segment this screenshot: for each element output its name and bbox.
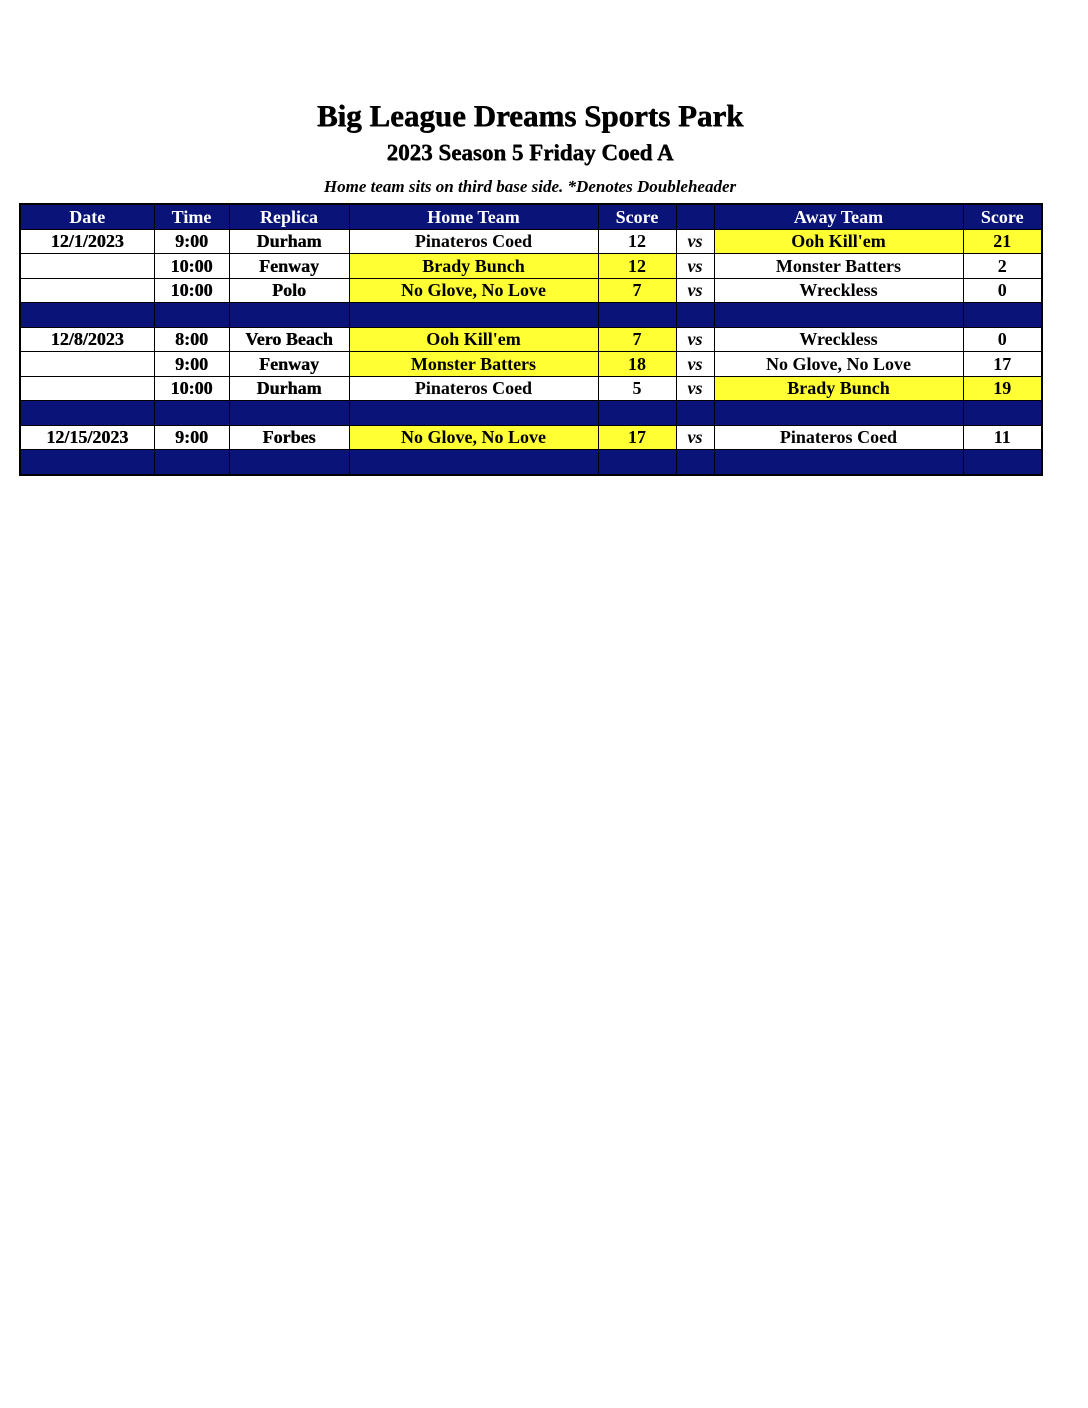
home-team-cell: No Glove, No Love	[349, 425, 598, 450]
schedule-note: Home team sits on third base side. *Denotes Doubleheader	[323, 177, 737, 196]
vs-cell: vs	[676, 254, 714, 279]
separator-cell	[20, 401, 154, 426]
separator-row	[20, 303, 1042, 328]
separator-cell	[598, 303, 676, 328]
replica-cell: Fenway	[229, 254, 349, 279]
separator-cell	[229, 450, 349, 475]
separator-row	[20, 450, 1042, 475]
replica-cell: Fenway	[229, 352, 349, 377]
away-score-cell: 19	[963, 376, 1042, 401]
away-score-cell: 11	[963, 425, 1042, 450]
date-cell: 12/1/2023	[20, 229, 154, 254]
separator-cell	[598, 450, 676, 475]
column-header-home-team: Home Team	[349, 204, 598, 229]
home-score-cell: 5	[598, 376, 676, 401]
date-cell: 12/15/2023	[20, 425, 154, 450]
away-team-cell: No Glove, No Love	[714, 352, 963, 377]
home-score-cell: 18	[598, 352, 676, 377]
time-cell: 9:00	[154, 352, 229, 377]
away-score-cell: 0	[963, 327, 1042, 352]
home-score-cell: 7	[598, 327, 676, 352]
replica-cell: Vero Beach	[229, 327, 349, 352]
header-row	[20, 204, 1042, 229]
column-header-home-score: Score	[598, 204, 676, 229]
vs-cell: vs	[676, 425, 714, 450]
time-cell: 10:00	[154, 376, 229, 401]
separator-cell	[20, 303, 154, 328]
separator-cell	[676, 303, 714, 328]
time-cell: 9:00	[154, 229, 229, 254]
column-header-time: Time	[154, 204, 229, 229]
home-score-cell: 12	[598, 229, 676, 254]
separator-cell	[963, 303, 1042, 328]
separator-cell	[349, 450, 598, 475]
replica-cell: Durham	[229, 229, 349, 254]
home-score-cell: 17	[598, 425, 676, 450]
table-row	[20, 425, 1042, 450]
away-team-cell: Brady Bunch	[714, 376, 963, 401]
table-row	[20, 278, 1042, 303]
time-cell: 10:00	[154, 254, 229, 279]
column-header-vs	[676, 204, 714, 229]
table-row	[20, 352, 1042, 377]
replica-cell: Forbes	[229, 425, 349, 450]
replica-cell: Durham	[229, 376, 349, 401]
replica-cell: Polo	[229, 278, 349, 303]
table-row	[20, 229, 1042, 254]
date-cell	[20, 254, 154, 279]
separator-row	[20, 401, 1042, 426]
home-score-cell: 12	[598, 254, 676, 279]
column-header-away-score: Score	[963, 204, 1042, 229]
separator-cell	[20, 450, 154, 475]
separator-cell	[349, 401, 598, 426]
column-header-away-team: Away Team	[714, 204, 963, 229]
away-score-cell: 17	[963, 352, 1042, 377]
table-row	[20, 327, 1042, 352]
away-team-cell: Ooh Kill'em	[714, 229, 963, 254]
home-score-cell: 7	[598, 278, 676, 303]
away-team-cell: Wreckless	[714, 278, 963, 303]
away-score-cell: 2	[963, 254, 1042, 279]
schedule-body	[20, 229, 1042, 475]
column-header-replica: Replica	[229, 204, 349, 229]
separator-cell	[154, 450, 229, 475]
separator-cell	[229, 401, 349, 426]
separator-cell	[154, 401, 229, 426]
home-team-cell: No Glove, No Love	[349, 278, 598, 303]
page-subtitle: 2023 Season 5 Friday Coed A	[386, 140, 674, 165]
separator-cell	[714, 303, 963, 328]
away-team-cell: Wreckless	[714, 327, 963, 352]
date-cell	[20, 376, 154, 401]
time-cell: 9:00	[154, 425, 229, 450]
away-score-cell: 21	[963, 229, 1042, 254]
page-title: Big League Dreams Sports Park	[316, 98, 744, 133]
home-team-cell: Brady Bunch	[349, 254, 598, 279]
home-team-cell: Monster Batters	[349, 352, 598, 377]
separator-cell	[229, 303, 349, 328]
separator-cell	[349, 303, 598, 328]
home-team-cell: Pinateros Coed	[349, 376, 598, 401]
date-cell	[20, 278, 154, 303]
vs-cell: vs	[676, 229, 714, 254]
column-header-date: Date	[20, 204, 154, 229]
table-row	[20, 376, 1042, 401]
date-cell	[20, 352, 154, 377]
separator-cell	[963, 450, 1042, 475]
separator-cell	[598, 401, 676, 426]
vs-cell: vs	[676, 352, 714, 377]
separator-cell	[714, 450, 963, 475]
table-row	[20, 254, 1042, 279]
vs-cell: vs	[676, 376, 714, 401]
separator-cell	[676, 401, 714, 426]
schedule-table	[19, 203, 1043, 476]
separator-cell	[714, 401, 963, 426]
vs-cell: vs	[676, 327, 714, 352]
away-team-cell: Monster Batters	[714, 254, 963, 279]
away-score-cell: 0	[963, 278, 1042, 303]
date-cell: 12/8/2023	[20, 327, 154, 352]
separator-cell	[154, 303, 229, 328]
time-cell: 10:00	[154, 278, 229, 303]
time-cell: 8:00	[154, 327, 229, 352]
separator-cell	[676, 450, 714, 475]
home-team-cell: Pinateros Coed	[349, 229, 598, 254]
vs-cell: vs	[676, 278, 714, 303]
home-team-cell: Ooh Kill'em	[349, 327, 598, 352]
separator-cell	[963, 401, 1042, 426]
away-team-cell: Pinateros Coed	[714, 425, 963, 450]
